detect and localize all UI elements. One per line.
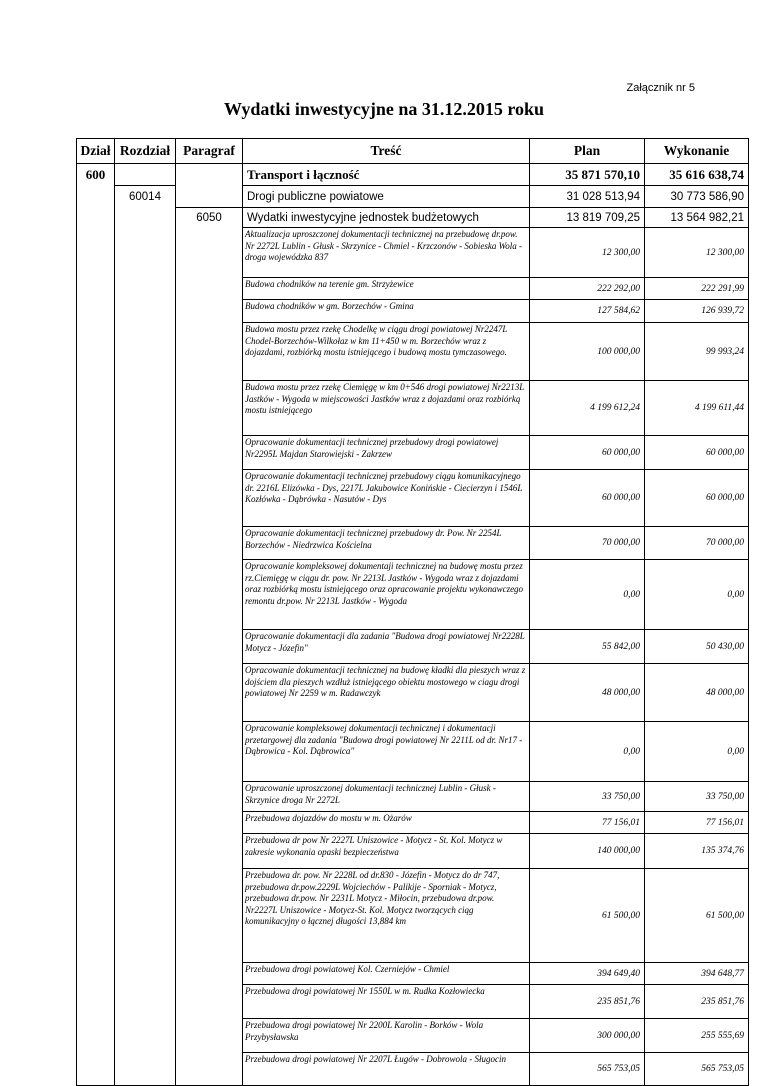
item-description: Przebudowa dr. pow. Nr 2228L od dr.830 - Józefin - Motycz do dr 747, przebudowa dr.pow.2229L Wojciechów - Palikije - Sporniak - Motycz, przebudowa dr.pow. Nr 2231L Motycz - Miłocin, przebudowa dr.pow. Nr2227L Uniszowice - Motycz-St. Kol. Motycz tworzących ciąg komunikacyjny o łącznej długości 13,884 km (243, 869, 530, 963)
item-plan: 127 584,62 (530, 300, 645, 323)
item-description: Budowa mostu przez rzekę Chodelkę w ciągu drogi powiatowej Nr2247L Chodel-Borzechów-Wilkołaz w km 11+450 w m. Borzechów wraz z dojazdami, rozbiórką mostu istniejącego i budową mostu tymczasowego. (243, 323, 530, 381)
item-row (77, 985, 749, 1019)
item-plan: 222 292,00 (530, 278, 645, 300)
item-wykonanie: 61 500,00 (645, 869, 749, 963)
header-paragraf: Paragraf (176, 139, 243, 164)
item-wykonanie: 99 993,24 (645, 323, 749, 381)
item-description: Przebudowa drogi powiatowej Kol. Czerniejów - Chmiel (243, 963, 530, 985)
item-paragraf-cell (176, 1053, 243, 1086)
item-plan: 0,00 (530, 722, 645, 782)
item-wykonanie: 565 753,05 (645, 1053, 749, 1086)
item-description: Opracowanie kompleksowej dokumentaji technicznej na budowę mostu przez rz.Ciemięgę w ciągu dr. pow. Nr 2213L Jastków - Wygoda wraz z dojazdami oraz rozbiórką mostu istniejącego oraz opracowanie projektu wykonawczego remontu dr.pow. Nr 2213L Jastków - Wygoda (243, 560, 530, 630)
item-rozdzial-cell (115, 436, 176, 470)
item-rozdzial-cell (115, 278, 176, 300)
item-plan: 565 753,05 (530, 1053, 645, 1086)
item-wykonanie: 70 000,00 (645, 527, 749, 560)
annex-label: Załącznik nr 5 (626, 82, 695, 94)
item-description: Opracowanie dokumentacji technicznej przebudowy drogi powiatowej Nr2295L Majdan Starowiejski - Zakrzew (243, 436, 530, 470)
item-paragraf-cell (176, 381, 243, 436)
page-title: Wydatki inwestycyjne na 31.12.2015 roku (223, 99, 545, 119)
item-rozdzial-cell (115, 782, 176, 812)
item-wykonanie: 0,00 (645, 722, 749, 782)
item-row (77, 278, 749, 300)
item-plan: 0,00 (530, 560, 645, 630)
item-dzial-cell (77, 436, 115, 470)
item-row (77, 963, 749, 985)
chapter-wykonanie: 30 773 586,90 (645, 186, 749, 208)
chapter-name: Drogi publiczne powiatowe (243, 186, 530, 208)
header-rozdzial: Rozdział (115, 139, 176, 164)
item-rozdzial-cell (115, 560, 176, 630)
item-dzial-cell (77, 630, 115, 664)
item-paragraf-cell (176, 527, 243, 560)
item-paragraf-cell (176, 722, 243, 782)
item-plan: 300 000,00 (530, 1019, 645, 1053)
item-wykonanie: 33 750,00 (645, 782, 749, 812)
item-paragraf-cell (176, 664, 243, 722)
item-description: Przebudowa drogi powiatowej Nr 1550L w m. Rudka Kozłowiecka (243, 985, 530, 1019)
item-paragraf-cell (176, 834, 243, 869)
item-row (77, 869, 749, 963)
item-row (77, 436, 749, 470)
header-plan: Plan (530, 139, 645, 164)
item-dzial-cell (77, 834, 115, 869)
item-paragraf-cell (176, 782, 243, 812)
item-paragraf-cell (176, 812, 243, 834)
header-dzial: Dział (77, 139, 115, 164)
item-paragraf-cell (176, 630, 243, 664)
item-wykonanie: 60 000,00 (645, 436, 749, 470)
item-description: Aktualizacja uproszczonej dokumentacji technicznej na przebudowę dr.pow. Nr 2272L Lublin - Głusk - Skrzynice - Chmiel - Krzczonów - Sobieska Wola - droga wojewódzka 837 (243, 228, 530, 278)
section-name: Transport i łączność (243, 164, 530, 186)
item-row (77, 834, 749, 869)
item-row (77, 1053, 749, 1086)
section-row (77, 164, 749, 186)
item-rozdzial-cell (115, 664, 176, 722)
item-plan: 4 199 612,24 (530, 381, 645, 436)
item-rozdzial-cell (115, 985, 176, 1019)
item-wykonanie: 50 430,00 (645, 630, 749, 664)
item-description: Przebudowa drogi powiatowej Nr 2207L Ługów - Dobrowola - Sługocin (243, 1053, 530, 1086)
item-row (77, 560, 749, 630)
item-paragraf-cell (176, 560, 243, 630)
item-paragraf-cell (176, 963, 243, 985)
paragraph-rozdzial-cell (115, 208, 176, 228)
item-wykonanie: 12 300,00 (645, 228, 749, 278)
item-dzial-cell (77, 664, 115, 722)
item-row (77, 1019, 749, 1053)
chapter-row (77, 186, 749, 208)
item-rozdzial-cell (115, 869, 176, 963)
item-rozdzial-cell (115, 470, 176, 527)
item-paragraf-cell (176, 869, 243, 963)
item-rozdzial-cell (115, 630, 176, 664)
paragraph-plan: 13 819 709,25 (530, 208, 645, 228)
section-wykonanie: 35 616 638,74 (645, 164, 749, 186)
chapter-plan: 31 028 513,94 (530, 186, 645, 208)
item-wykonanie: 394 648,77 (645, 963, 749, 985)
item-dzial-cell (77, 560, 115, 630)
paragraph-paragraf: 6050 (176, 208, 243, 228)
chapter-rozdzial: 60014 (115, 186, 176, 208)
item-row (77, 300, 749, 323)
item-row (77, 381, 749, 436)
item-plan: 100 000,00 (530, 323, 645, 381)
item-paragraf-cell (176, 323, 243, 381)
item-wykonanie: 135 374,76 (645, 834, 749, 869)
item-dzial-cell (77, 869, 115, 963)
item-description: Przebudowa dr pow Nr 2227L Uniszowice - Motycz - St. Kol. Motycz w zakresie wykonania opaski bezpieczeństwa (243, 834, 530, 869)
header-row (77, 139, 749, 164)
item-paragraf-cell (176, 300, 243, 323)
item-rozdzial-cell (115, 300, 176, 323)
item-plan: 394 649,40 (530, 963, 645, 985)
expenditure-table (76, 138, 749, 1086)
item-dzial-cell (77, 228, 115, 278)
item-wykonanie: 126 939,72 (645, 300, 749, 323)
item-paragraf-cell (176, 985, 243, 1019)
item-wykonanie: 235 851,76 (645, 985, 749, 1019)
item-description: Opracowanie dokumentacji dla zadania "Budowa drogi powiatowej Nr2228L Motycz - Józefin" (243, 630, 530, 664)
item-row (77, 782, 749, 812)
item-plan: 61 500,00 (530, 869, 645, 963)
item-dzial-cell (77, 381, 115, 436)
item-description: Opracowanie kompleksowej dokumentacji technicznej i dokumentacji przetargowej dla zadania "Budowa drogi powiatowej Nr 2211L od dr. Nr17 - Dąbrowica - Kol. Dąbrowica" (243, 722, 530, 782)
paragraph-row (77, 208, 749, 228)
item-rozdzial-cell (115, 722, 176, 782)
item-plan: 77 156,01 (530, 812, 645, 834)
item-plan: 33 750,00 (530, 782, 645, 812)
item-dzial-cell (77, 278, 115, 300)
item-row (77, 722, 749, 782)
section-paragraf-cell (176, 164, 243, 186)
item-rozdzial-cell (115, 1053, 176, 1086)
item-row (77, 527, 749, 560)
item-paragraf-cell (176, 436, 243, 470)
item-wykonanie: 222 291,99 (645, 278, 749, 300)
header-wykonanie: Wykonanie (645, 139, 749, 164)
item-description: Przebudowa drogi powiatowej Nr 2200L Karolin - Borków - Wola Przybysławska (243, 1019, 530, 1053)
header-tresc: Treść (243, 139, 530, 164)
paragraph-dzial-cell (77, 208, 115, 228)
item-plan: 70 000,00 (530, 527, 645, 560)
item-wykonanie: 48 000,00 (645, 664, 749, 722)
item-wykonanie: 255 555,69 (645, 1019, 749, 1053)
chapter-dzial-cell (77, 186, 115, 208)
item-row (77, 630, 749, 664)
item-row (77, 470, 749, 527)
paragraph-wykonanie: 13 564 982,21 (645, 208, 749, 228)
item-dzial-cell (77, 323, 115, 381)
item-dzial-cell (77, 812, 115, 834)
item-paragraf-cell (176, 470, 243, 527)
item-plan: 48 000,00 (530, 664, 645, 722)
item-rozdzial-cell (115, 228, 176, 278)
item-plan: 235 851,76 (530, 985, 645, 1019)
item-dzial-cell (77, 1019, 115, 1053)
section-plan: 35 871 570,10 (530, 164, 645, 186)
item-rozdzial-cell (115, 323, 176, 381)
item-row (77, 812, 749, 834)
item-dzial-cell (77, 1053, 115, 1086)
item-description: Budowa chodników w gm. Borzechów - Gmina (243, 300, 530, 323)
item-dzial-cell (77, 782, 115, 812)
item-dzial-cell (77, 470, 115, 527)
item-paragraf-cell (176, 228, 243, 278)
item-description: Opracowanie dokumentacji technicznej przebudowy dr. Pow. Nr 2254L Borzechów - Niedrzwica Kościelna (243, 527, 530, 560)
item-dzial-cell (77, 527, 115, 560)
item-plan: 140 000,00 (530, 834, 645, 869)
item-dzial-cell (77, 722, 115, 782)
item-wykonanie: 4 199 611,44 (645, 381, 749, 436)
item-dzial-cell (77, 300, 115, 323)
item-rozdzial-cell (115, 1019, 176, 1053)
item-rozdzial-cell (115, 812, 176, 834)
item-description: Budowa mostu przez rzekę Ciemięgę w km 0+546 drogi powiatowej Nr2213L Jastków - Wygoda w miejscowości Jastków wraz z dojazdami oraz rozbiórką mostu istniejącego (243, 381, 530, 436)
chapter-paragraf-cell (176, 186, 243, 208)
item-rozdzial-cell (115, 834, 176, 869)
item-description: Opracowanie dokumentacji technicznej na budowę kładki dla pieszych wraz z dojściem dla pieszych wzdłuż istniejącego obiektu mostowego w ciagu drogi powiatowej Nr 2259 w m. Radawczyk (243, 664, 530, 722)
item-description: Opracowanie dokumentacji technicznej przebudowy ciągu komunikacyjnego dr. 2216L Elizówka - Dys, 2217L Jakubowice Konińskie - Ciecierzyn i 1546L Kozłówka - Dąbrówka - Nasutów - Dys (243, 470, 530, 527)
item-rozdzial-cell (115, 963, 176, 985)
item-wykonanie: 0,00 (645, 560, 749, 630)
section-rozdzial-cell (115, 164, 176, 186)
item-wykonanie: 77 156,01 (645, 812, 749, 834)
paragraph-name: Wydatki inwestycyjne jednostek budżetowych (243, 208, 530, 228)
item-dzial-cell (77, 985, 115, 1019)
item-plan: 55 842,00 (530, 630, 645, 664)
item-row (77, 228, 749, 278)
item-rozdzial-cell (115, 381, 176, 436)
item-description: Budowa chodników na terenie gm. Strzyżewice (243, 278, 530, 300)
item-row (77, 664, 749, 722)
item-plan: 60 000,00 (530, 436, 645, 470)
section-dzial: 600 (77, 164, 115, 186)
item-description: Przebudowa dojazdów do mostu w m. Ożarów (243, 812, 530, 834)
item-plan: 60 000,00 (530, 470, 645, 527)
item-paragraf-cell (176, 1019, 243, 1053)
item-dzial-cell (77, 963, 115, 985)
item-paragraf-cell (176, 278, 243, 300)
item-row (77, 323, 749, 381)
item-plan: 12 300,00 (530, 228, 645, 278)
item-description: Opracowanie uproszczonej dokumentacji technicznej Lublin - Głusk - Skrzynice droga Nr 2272L (243, 782, 530, 812)
item-rozdzial-cell (115, 527, 176, 560)
item-wykonanie: 60 000,00 (645, 470, 749, 527)
